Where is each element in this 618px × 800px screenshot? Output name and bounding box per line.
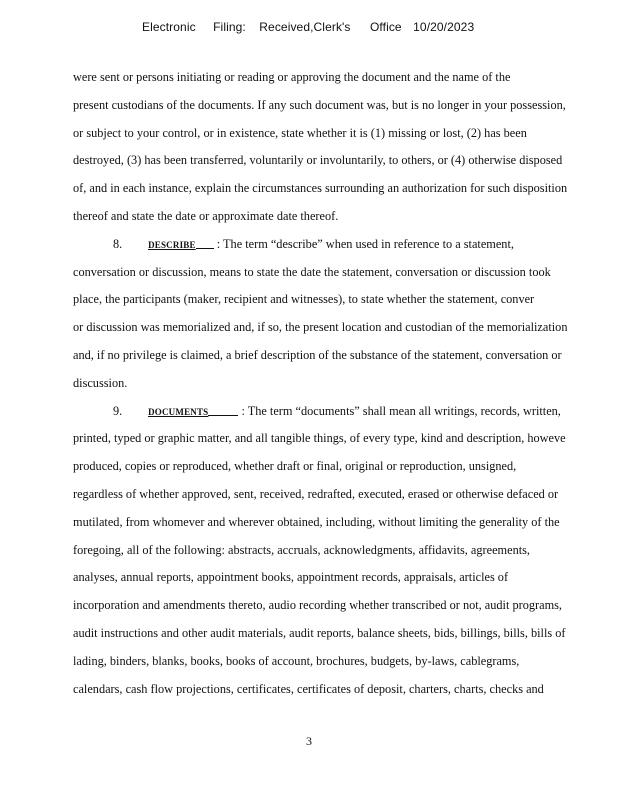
paragraph-lead-text: : The term “describe” when used in reference to a statement,: [216, 236, 514, 251]
header-received: Received,Clerk's: [259, 20, 351, 34]
text-line: incorporation and amendments thereto, audio recording whether transcribed or not, audit programs,: [73, 598, 562, 613]
text-line: present custodians of the documents. If any such document was, but is no longer in your possession,: [73, 97, 566, 112]
text-line: foregoing, all of the following: abstracts, accruals, acknowledgments, affidavits, agreements,: [73, 542, 531, 557]
text-line: conversation or discussion, means to state the date the statement, conversation or discussion took: [73, 264, 551, 279]
paragraph-lead-text: : The term “documents” shall mean all writings, records, written,: [241, 403, 561, 418]
electronic-filing-header: [142, 20, 474, 34]
page-number: 3: [306, 734, 312, 748]
text-line: lading, binders, blanks, books, books of account, brochures, budgets, by-laws, cablegrams,: [73, 653, 520, 668]
defined-term: DESCRIBE: [148, 239, 196, 250]
text-line: or discussion was memorialized and, if so, the present location and custodian of the memorialization: [73, 320, 568, 335]
document-body: [73, 64, 618, 703]
text-line: audit instructions and other audit materials, audit reports, balance sheets, bids, billings, bills, bills of: [73, 625, 566, 640]
text-line: mutilated, from whomever and wherever obtained, including, without limiting the generality of the: [73, 514, 560, 529]
text-line: and, if no privilege is claimed, a brief description of the substance of the statement, conversation or: [73, 347, 562, 362]
paragraph-number: 8.: [113, 236, 123, 251]
paragraph-number: 9.: [113, 403, 123, 418]
text-line: discussion.: [73, 375, 128, 390]
text-line: analyses, annual reports, appointment books, appointment records, appraisals, articles of: [73, 570, 509, 585]
text-line: printed, typed or graphic matter, and all tangible things, of every type, kind and description, howeve: [73, 431, 566, 446]
header-date: 10/20/2023: [413, 20, 475, 34]
text-line: regardless of whether approved, sent, received, redrafted, executed, erased or otherwise defaced or: [73, 486, 559, 501]
text-line: produced, copies or reproduced, whether draft or final, original or reproduction, unsigned,: [73, 459, 517, 474]
text-line: were sent or persons initiating or reading or approving the document and the name of the: [73, 70, 511, 84]
text-line: destroyed, (3) has been transferred, voluntarily or involuntarily, to others, or (4) otherwise disposed: [73, 153, 563, 168]
header-filing: Filing:: [213, 20, 246, 34]
header-office: Office: [369, 20, 402, 34]
text-line: thereof and state the date or approximate date thereof.: [73, 208, 339, 223]
text-line: place, the participants (maker, recipient and witnesses), to state whether the statement, conver: [73, 292, 535, 307]
text-line: of, and in each instance, explain the circumstances surrounding an authorization for such disposition: [73, 181, 568, 196]
paragraph-9-lead: [73, 398, 618, 426]
text-line: or subject to your control, or in existence, state whether it is (1) missing or lost, (2) has been: [73, 125, 527, 140]
term-underline: [196, 238, 214, 249]
text-line: calendars, cash flow projections, certificates, certificates of deposit, charters, charts, checks and: [73, 681, 544, 696]
defined-term: DOCUMENTS: [148, 406, 209, 417]
paragraph-8-lead: [73, 231, 618, 259]
term-underline: [208, 405, 238, 416]
header-electronic: Electronic: [142, 20, 196, 34]
